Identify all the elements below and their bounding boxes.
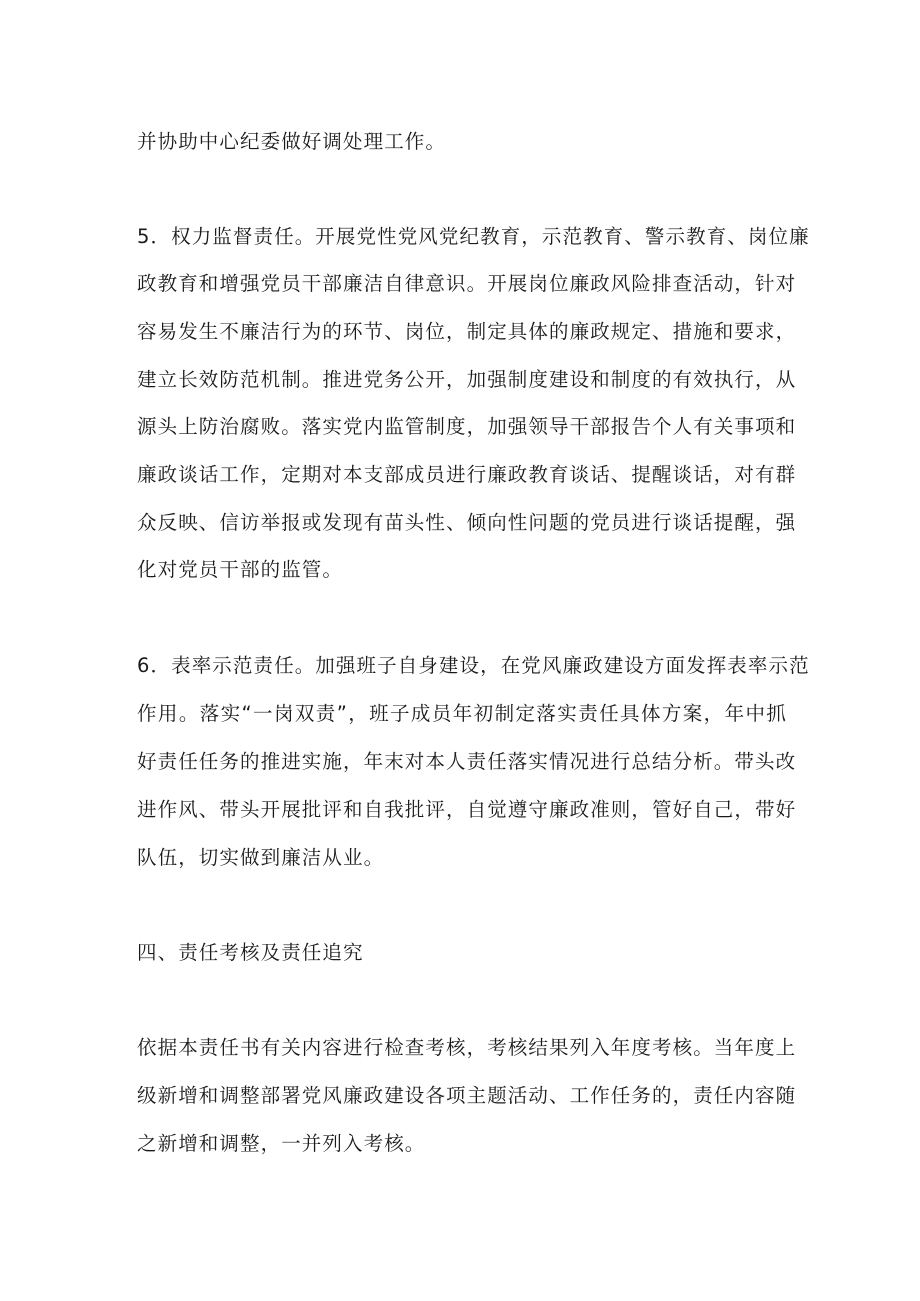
- item-5-line-5: 源头上防治腐败。落实党内监管制度，加强领导干部报告个人有关事项和: [137, 415, 797, 438]
- paragraph-continuation-line: 并协助中心纪委做好调处理工作。: [137, 130, 447, 153]
- final-paragraph-line-1: 依据本责任书有关内容进行检查考核，考核结果列入年度考核。当年度上: [137, 1036, 797, 1059]
- item-6-line-3: 好责任任务的推进实施，年末对本人责任落实情况进行总结分析。带头改: [137, 750, 797, 773]
- item-5-line-7: 众反映、信访举报或发现有苗头性、倾向性问题的党员进行谈话提醒，强: [137, 511, 797, 534]
- final-paragraph-line-2: 级新增和调整部署党风廉政建设各项主题活动、工作任务的，责任内容随: [137, 1084, 797, 1107]
- item-6-line-4: 进作风、带头开展批评和自我批评，自觉遵守廉政准则，管好自己，带好: [137, 798, 797, 821]
- item-5-line-1: 5．权力监督责任。开展党性党风党纪教育，示范教育、警示教育、岗位廉: [137, 225, 810, 248]
- item-5-line-6: 廉政谈话工作，定期对本支部成员进行廉政教育谈话、提醒谈话，对有群: [137, 463, 797, 486]
- item-6-line-5: 队伍，切实做到廉洁从业。: [137, 846, 385, 869]
- item-5-line-8: 化对党员干部的监管。: [137, 558, 344, 581]
- section-heading: 四、责任考核及责任追究: [137, 941, 364, 964]
- item-5-line-2: 政教育和增强党员干部廉洁自律意识。开展岗位廉政风险排查活动，针对: [137, 272, 797, 295]
- item-5-line-3: 容易发生不廉洁行为的环节、岗位，制定具体的廉政规定、措施和要求，: [137, 320, 797, 343]
- item-6-line-1: 6．表率示范责任。加强班子自身建设，在党风廉政建设方面发挥表率示范: [137, 654, 810, 677]
- final-paragraph-line-3: 之新增和调整，一并列入考核。: [137, 1132, 426, 1155]
- item-6-line-2: 作用。落实“一岗双责”，班子成员年初制定落实责任具体方案，年中抓: [137, 702, 787, 725]
- item-5-line-4: 建立长效防范机制。推进党务公开，加强制度建设和制度的有效执行，从: [137, 368, 797, 391]
